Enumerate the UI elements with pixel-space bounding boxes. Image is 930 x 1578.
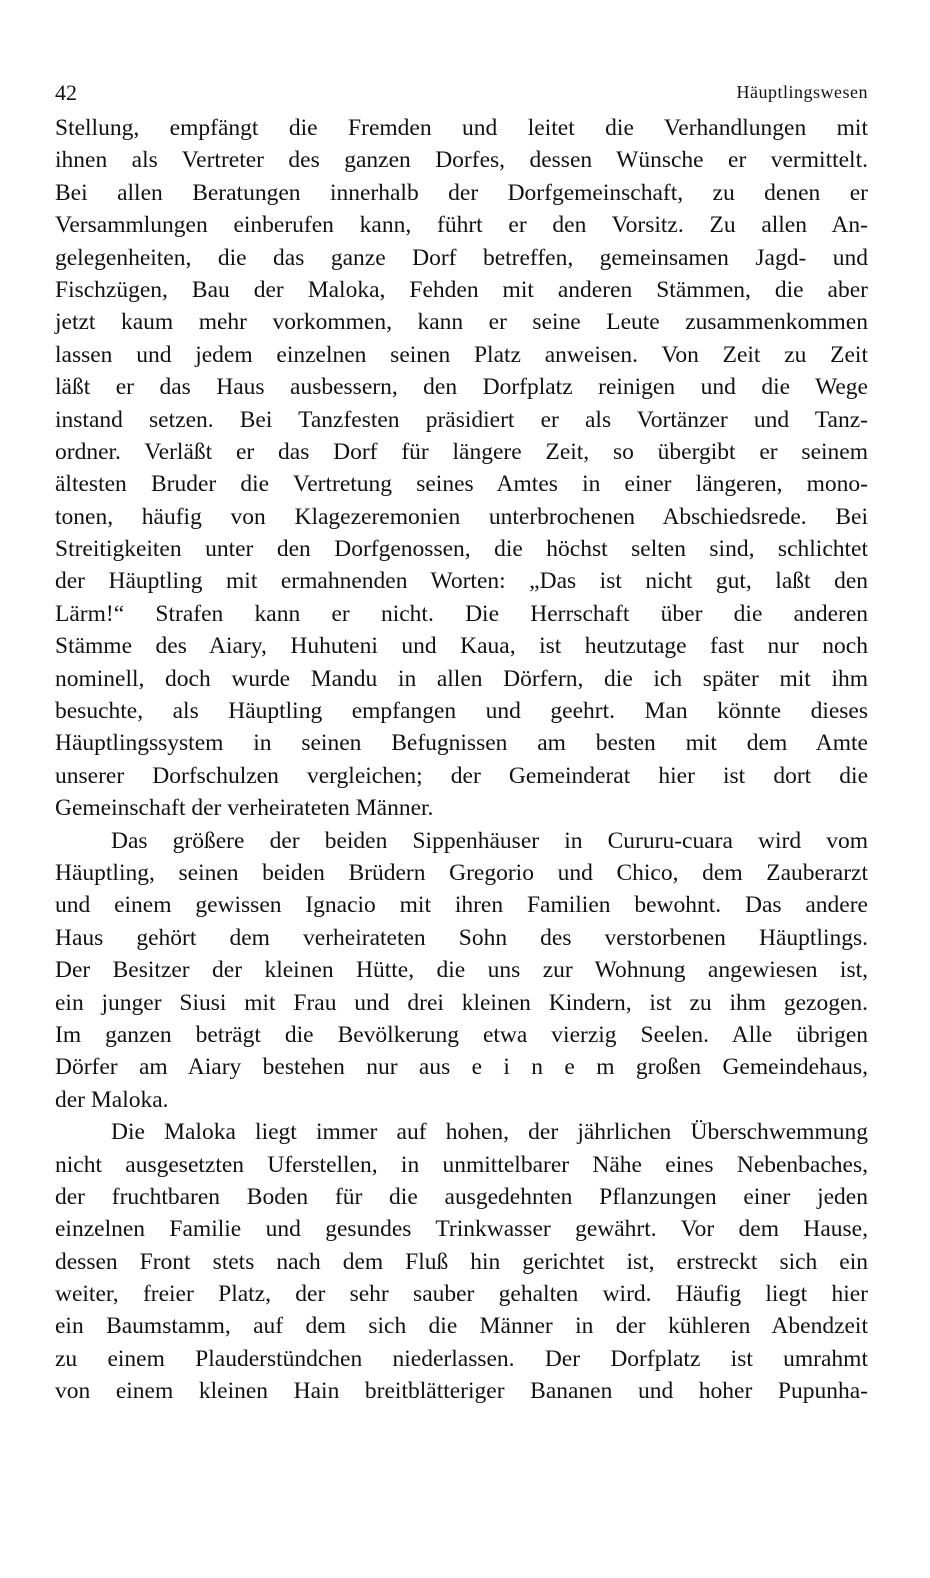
text-line: der fruchtbaren Boden für die ausgedehnten Pflanzungen einer jeden [55, 1183, 868, 1210]
text-line: Haus gehört dem verheirateten Sohn des verstorbenen Häuptlings. [55, 924, 868, 951]
text-line: Dörfer am Aiary bestehen nur aus e i n e m großen Gemeindehaus, [55, 1054, 868, 1081]
text-line: Fischzügen, Bau der Maloka, Fehden mit anderen Stämmen, die aber [55, 276, 868, 303]
text-line: nicht ausgesetzten Uferstellen, in unmittelbarer Nähe eines Nebenbaches, [55, 1151, 868, 1178]
paragraph [55, 112, 868, 825]
text-line: Der Besitzer der kleinen Hütte, die uns zur Wohnung angewiesen ist, [55, 957, 868, 984]
text-line: Die Maloka liegt immer auf hohen, der jährlichen Überschwemmung [111, 1119, 868, 1146]
text-line: und einem gewissen Ignacio mit ihren Familien bewohnt. Das andere [55, 892, 868, 919]
text-line: ihnen als Vertreter des ganzen Dorfes, dessen Wünsche er vermittelt. [55, 147, 868, 174]
text-line: Versammlungen einberufen kann, führt er den Vorsitz. Zu allen An- [55, 212, 868, 239]
text-line: Gemeinschaft der verheirateten Männer. [55, 795, 434, 822]
body-text [55, 112, 868, 1408]
text-line: unserer Dorfschulzen vergleichen; der Gemeinderat hier ist dort die [55, 762, 868, 789]
text-line: Stellung, empfängt die Fremden und leitet die Verhandlungen mit [55, 115, 868, 141]
text-line: der Häuptling mit ermahnenden Worten: „Das ist nicht gut, laßt den [55, 568, 868, 595]
paragraph [55, 1116, 868, 1408]
text-line: Häuptling, seinen beiden Brüdern Gregorio und Chico, dem Zauberarzt [55, 859, 868, 886]
text-line: der Maloka. [55, 1086, 169, 1113]
text-line: Im ganzen beträgt die Bevölkerung etwa vierzig Seelen. Alle übrigen [55, 1021, 868, 1048]
text-line: besuchte, als Häuptling empfangen und geehrt. Man könnte dieses [55, 698, 868, 725]
text-line: Stämme des Aiary, Huhuteni und Kaua, ist heutzutage fast nur noch [55, 633, 868, 660]
text-line: Häuptlingssystem in seinen Befugnissen am besten mit dem Amte [55, 730, 868, 757]
text-line: gelegenheiten, die das ganze Dorf betreffen, gemeinsamen Jagd- und [55, 244, 868, 271]
text-line: Lärm!“ Strafen kann er nicht. Die Herrschaft über die anderen [55, 600, 868, 627]
text-line: weiter, freier Platz, der sehr sauber gehalten wird. Häufig liegt hier [55, 1281, 868, 1308]
text-line: Das größere der beiden Sippenhäuser in Cururu-cuara wird vom [111, 827, 868, 854]
paragraph [55, 825, 868, 1117]
page-header [55, 80, 868, 110]
text-line: instand setzen. Bei Tanzfesten präsidiert er als Vortänzer und Tanz- [55, 406, 868, 433]
text-line: tonen, häufig von Klagezeremonien unterbrochenen Abschiedsrede. Bei [55, 503, 868, 530]
text-line: ordner. Verläßt er das Dorf für längere Zeit, so übergibt er seinem [55, 438, 868, 465]
text-line: jetzt kaum mehr vorkommen, kann er seine Leute zusammenkommen [55, 309, 868, 336]
page-number: 42 [55, 80, 77, 105]
text-line: nominell, doch wurde Mandu in allen Dörfern, die ich später mit ihm [55, 665, 868, 692]
text-line: einzelnen Familie und gesundes Trinkwasser gewährt. Vor dem Hause, [55, 1216, 868, 1243]
text-line: Bei allen Beratungen innerhalb der Dorfgemeinschaft, zu denen er [55, 179, 868, 206]
text-line: dessen Front stets nach dem Fluß hin gerichtet ist, erstreckt sich ein [55, 1248, 868, 1275]
text-line: von einem kleinen Hain breitblätteriger Bananen und hoher Pupunha- [55, 1378, 868, 1405]
text-line: lassen und jedem einzelnen seinen Platz anweisen. Von Zeit zu Zeit [55, 341, 868, 368]
text-line: läßt er das Haus ausbessern, den Dorfplatz reinigen und die Wege [55, 374, 868, 401]
text-line: zu einem Plauderstündchen niederlassen. Der Dorfplatz ist umrahmt [55, 1345, 868, 1372]
text-line: ältesten Bruder die Vertretung seines Amtes in einer längeren, mono- [55, 471, 868, 498]
text-line: ein junger Siusi mit Frau und drei kleinen Kindern, ist zu ihm gezogen. [55, 989, 868, 1016]
text-line: ein Baumstamm, auf dem sich die Männer in der kühleren Abendzeit [55, 1313, 868, 1340]
running-title: Häuptlingswesen [736, 82, 868, 102]
text-line: Streitigkeiten unter den Dorfgenossen, die höchst selten sind, schlichtet [55, 536, 868, 563]
